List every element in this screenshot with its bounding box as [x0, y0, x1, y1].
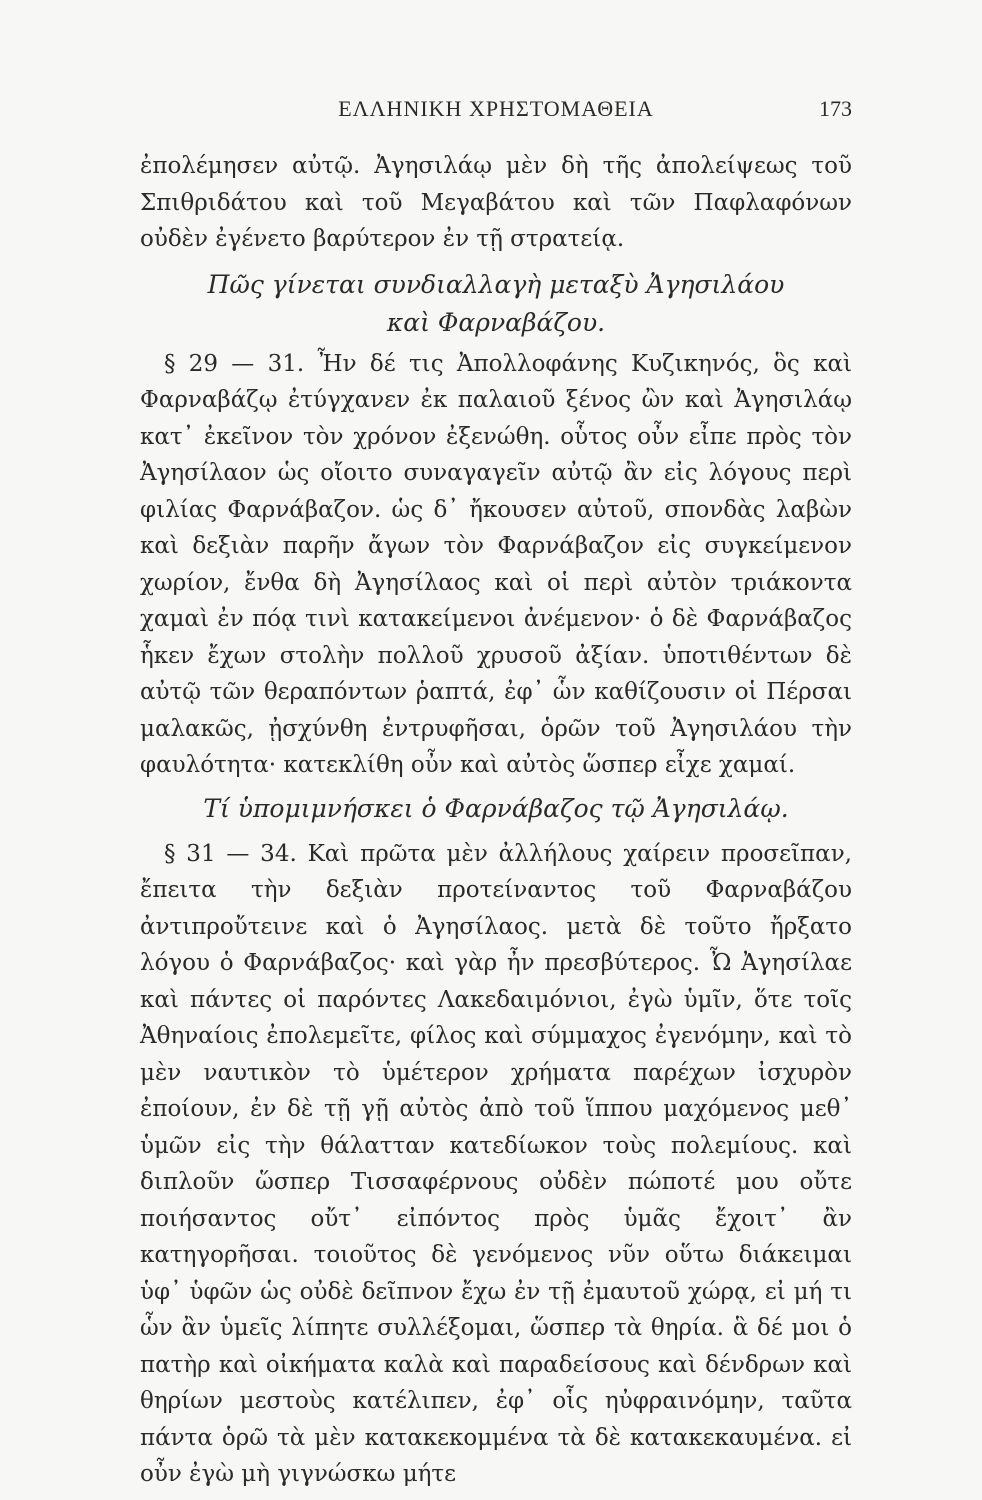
paragraph-3: § 31 — 34. Καὶ πρῶτα μὲν ἀλλήλους χαίρειν προσεῖπαν, ἔπειτα τὴν δεξιὰν προτείναντος τοῦ Φαρναβάζου ἀντιπροὔτεινε καὶ ὁ Ἀγησίλαος. μετὰ δὲ τοῦτο ἤρξατο λόγου ὁ Φαρνάβαζος· καὶ γὰρ ἦν πρεσβύτερος. Ὦ Ἀγησίλαε καὶ πάντες οἱ παρόντες Λακεδαιμόνιοι, ἐγὼ ὑμῖν, ὅτε τοῖς Ἀθηναίοις ἐπολεμεῖτε, φίλος καὶ σύμμαχος ἐγενόμην, καὶ τὸ μὲν ναυτικὸν τὸ ὑμέτερον χρήματα παρέχων ἰσχυρὸν ἐποίουν, ἐν δὲ τῇ γῇ αὐτὸς ἀπὸ τοῦ ἵππου μαχόμενος μεθ᾽ ὑμῶν εἰς τὴν θάλατταν κατεδίωκον τοὺς πολεμίους. καὶ διπλοῦν ὥσπερ Τισσαφέρνους οὐδὲν πώποτέ μου οὔτε ποιήσαντος οὔτ᾽ εἰπόντος πρὸς ὑμᾶς ἔχοιτ᾽ ἂν κατηγορῆσαι. τοιοῦτος δὲ γενόμενος νῦν οὕτω διάκειμαι ὑφ᾽ ὑφῶν ὡς οὐδὲ δεῖπνον ἔχω ἐν τῇ ἐμαυτοῦ χώρᾳ, εἰ μή τι ὧν ἂν ὑμεῖς λίπητε συλλέξομαι, ὥσπερ τὰ θηρία. ἃ δέ μοι ὁ πατὴρ καὶ οἰκήματα καλὰ καὶ παραδείσους καὶ δένδρων καὶ θηρίων μεστοὺς κατέλιπεν, ἐφ᾽ οἷς ηὐφραινόμην, ταῦτα πάντα ὁρῶ τὰ μὲν κατακεκομμένα τὰ δὲ κατακεκαυμένα. εἰ οὖν ἐγὼ μὴ γιγνώσκω μήτε [140, 840, 852, 1487]
section-heading-1-line-2: καὶ Φαρναβάζου. [386, 307, 606, 337]
paragraph-2: § 29 — 31. Ἦν δέ τις Ἀπολλοφάνης Κυζικηνός, ὃς καὶ Φαρναβάζῳ ἐτύγχανεν ἐκ παλαιοῦ ξένος ὢν καὶ Ἀγησιλάῳ κατ᾽ ἐκεῖνον τὸν χρόνον ἐξενώθη. οὗτος οὖν εἶπε πρὸς τὸν Ἀγησίλαον ὡς οἴοιτο συναγαγεῖν αὐτῷ ἂν εἰς λόγους περὶ φιλίας Φαρνάβαζον. ὡς δ᾽ ἤκουσεν αὐτοῦ, σπονδὰς λαβὼν καὶ δεξιὰν παρῆν ἄγων τὸν Φαρνάβαζον εἰς συγκείμενον χωρίον, ἔνθα δὴ Ἀγησίλαος καὶ οἱ περὶ αὐτὸν τριάκοντα χαμαὶ ἐν πόᾳ τινὶ κατακείμενοι ἀνέμενον· ὁ δὲ Φαρνάβαζος ἧκεν ἔχων στολὴν πολλοῦ χρυσοῦ ἀξίαν. ὑποτιθέντων δὲ αὐτῷ τῶν θεραπόντων ῥαπτά, ἐφ᾽ ὧν καθίζουσιν οἱ Πέρσαι μαλακῶς, ᾐσχύνθη ἐντρυφῆσαι, ὁρῶν τοῦ Ἀγησιλάου τὴν φαυλότητα· κατεκλίθη οὖν καὶ αὐτὸς ὥσπερ εἶχε χαμαί. [140, 350, 852, 778]
page-number: 173 [819, 96, 852, 121]
section-heading-1 [140, 266, 852, 342]
section-heading-2: Τί ὑπομιμνήσκει ὁ Φαρνάβαζος τῷ Ἀγησιλάῳ. [203, 793, 789, 823]
running-title: ΕΛΛΗΝΙΚΗ ΧΡΗΣΤΟΜΑΘΕΙΑ [338, 96, 654, 121]
running-head [140, 96, 852, 140]
paragraph-1: ἐπολέμησεν αὐτῷ. Ἀγησιλάῳ μὲν δὴ τῆς ἀπολείψεως τοῦ Σπιθριδάτου καὶ τοῦ Μεγαβάτου καὶ τῶν Παφλαφόνων οὐδὲν ἐγένετο βαρύτερον ἐν τῇ στρατείᾳ. [140, 153, 852, 252]
section-heading-1-line-1: Πῶς γίνεται συνδιαλλαγὴ μεταξὺ Ἀγησιλάου [207, 269, 785, 299]
text-block [140, 148, 852, 1493]
